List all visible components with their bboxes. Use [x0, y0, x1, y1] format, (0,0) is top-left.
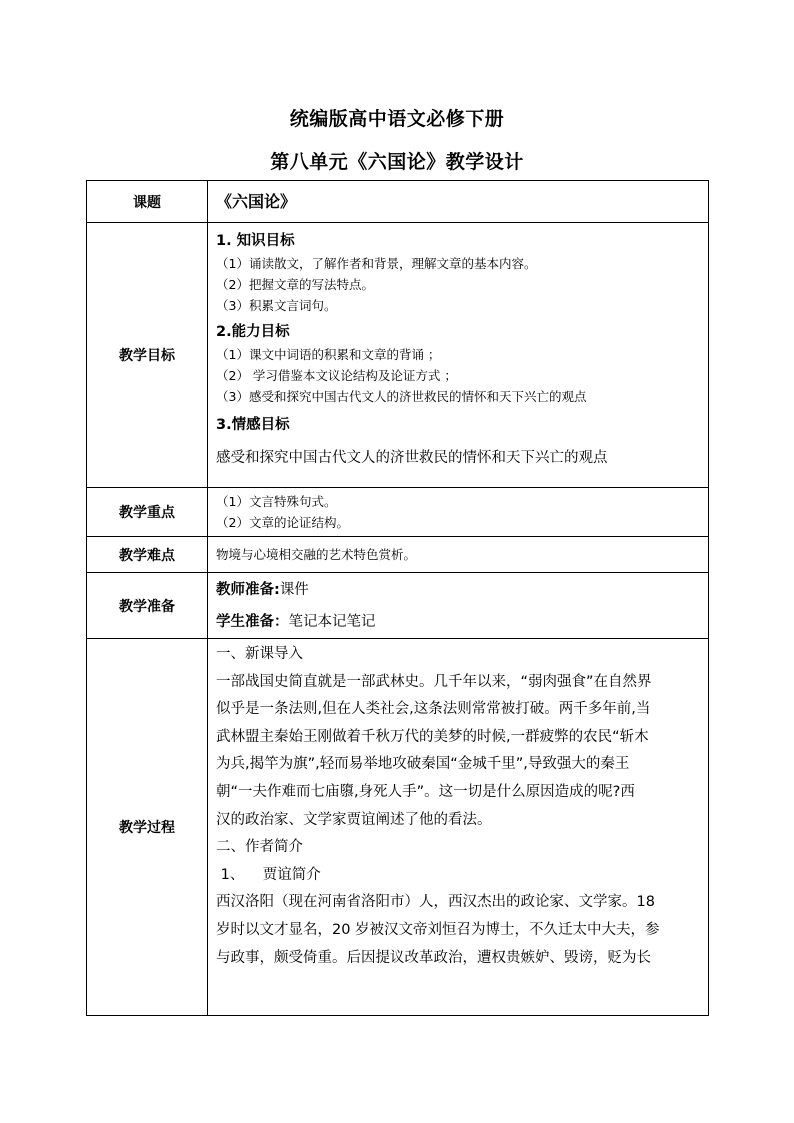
paragraph-line: 汉的政治家、文学家贾谊阐述了他的看法。 [216, 811, 492, 828]
row-difficulty [87, 537, 709, 573]
subsection-heading: 1、 贾谊简介 [216, 866, 321, 883]
list-item: （1）课文中词语的积累和文章的背诵 ； [216, 347, 441, 362]
emotion-text: 感受和探究中国古代文人的济世救民的情怀和天下兴亡的观点 [216, 450, 608, 466]
label-difficulty: 教学难点 [87, 537, 208, 573]
teacher-prep [216, 574, 702, 606]
list-item: （1）文言特殊句式。 [216, 494, 337, 509]
label-goals: 教学目标 [87, 223, 208, 488]
lesson-plan-table [86, 180, 709, 1016]
label-prep: 教学准备 [87, 573, 208, 639]
paragraph-line: 岁时以文才显名，20 岁被汉文帝刘恒召为博士，不久迁太中大夫，参 [216, 921, 660, 938]
paragraph-line: 似乎是一条法则,但在人类社会,这条法则常常被打破。两千多年前,当 [216, 701, 651, 718]
row-prep [87, 573, 709, 639]
paragraph-line: 为兵,揭竿为旗”,轻而易举地攻破秦国“金城千里”,导致强大的秦王 [216, 756, 630, 773]
list-item: （2）把握文章的写法特点。 [216, 277, 374, 292]
row-topic [87, 181, 709, 223]
section-heading: 一、新课导入 [216, 646, 303, 662]
difficulty-text: 物境与心境相交融的艺术特色赏析。 [216, 547, 417, 562]
list-item: （3）感受和探究中国古代文人的济世救民的情怀和天下兴亡的观点 [216, 389, 587, 404]
emotion-heading: 3.情感目标 [216, 417, 290, 433]
label-topic: 课题 [87, 181, 208, 223]
row-process [87, 639, 709, 1016]
topic-value: 《六国论》 [216, 191, 297, 211]
paragraph-line: 西汉洛阳（现在河南省洛阳市）人，西汉杰出的政论家、文学家。18 [216, 894, 655, 911]
label-focus: 教学重点 [87, 488, 208, 537]
list-item: （2） 学习借鉴本文议论结构及论证方式 ； [216, 368, 457, 383]
student-prep-label: 学生准备： [216, 613, 289, 630]
paragraph-line: 武林盟主秦始王刚做着千秋万代的美梦的时候,一群疲弊的农民“斩木 [216, 728, 649, 745]
teacher-prep-label: 教师准备: [216, 581, 280, 598]
student-prep-value: 笔记本记笔记 [288, 613, 376, 630]
list-item: （3）积累文言词句。 [216, 298, 337, 313]
student-prep [216, 606, 702, 638]
teacher-prep-value: 课件 [279, 581, 309, 598]
row-focus [87, 488, 709, 537]
paragraph-line: 与政事，颇受倚重。后因提议改革政治，遭权贵嫉妒、毁谤，贬为长 [216, 949, 651, 966]
list-item: （2）文章的论证结构。 [216, 515, 349, 530]
ability-heading: 2.能力目标 [216, 324, 290, 340]
document-title: 统编版高中语文必修下册 [289, 108, 505, 130]
list-item: （1）诵读散文，了解作者和背景，理解文章的基本内容。 [216, 256, 537, 271]
label-process: 教学过程 [87, 639, 208, 1016]
knowledge-heading: 1. 知识目标 [216, 233, 295, 249]
paragraph-line: 朝“一夫作难而七庙隳,身死人手”。这一切是什么原因造成的呢?西 [216, 783, 635, 800]
row-goals [87, 223, 709, 488]
section-heading: 二、作者简介 [216, 839, 303, 856]
paragraph-line: 一部战国史简直就是一部武林史。几千年以来，“弱肉强食”在自然界 [216, 673, 652, 690]
document-subtitle: 第八单元《六国论》教学设计 [270, 151, 524, 173]
